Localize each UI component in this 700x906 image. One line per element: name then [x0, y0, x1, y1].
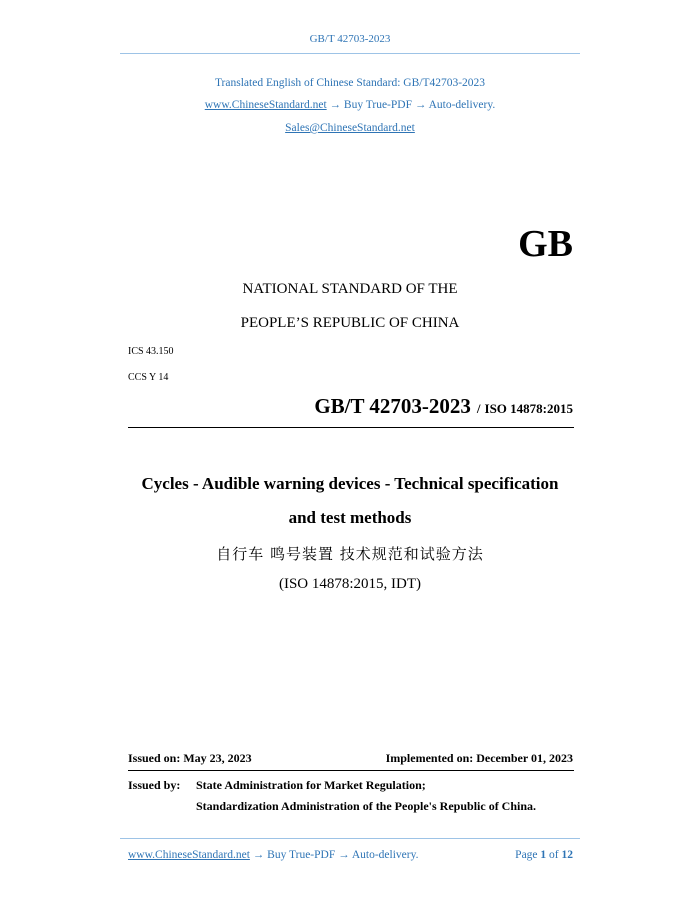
footer-buy-text: → Buy True-PDF → Auto-delivery.: [249, 849, 419, 861]
national-standard-line2: PEOPLE’S REPUBLIC OF CHINA: [240, 315, 460, 331]
document-title-line2: and test methods: [288, 508, 412, 527]
footer-purchase-line: [128, 849, 418, 861]
issuer-samr: State Administration for Market Regulation;: [196, 778, 426, 792]
iso-standard-code: ISO 14878:2015: [484, 401, 573, 416]
purchase-line: [0, 99, 700, 111]
standard-number: [314, 394, 573, 419]
gb-standard-code: GB/T 42703-2023: [314, 394, 471, 418]
title-divider: [128, 427, 574, 428]
email-link[interactable]: Sales@ChineseStandard.net: [285, 122, 415, 134]
website-link[interactable]: www.ChineseStandard.net: [204, 99, 327, 111]
issued-by-label: Issued by:: [128, 778, 181, 792]
ics-code: ICS 43.150: [128, 346, 174, 357]
code-separator: /: [476, 401, 481, 416]
implemented-on-date: Implemented on: December 01, 2023: [385, 751, 573, 765]
issuer-sac: Standardization Administration of the People's Republic of China.: [196, 799, 537, 813]
page-label: Page: [515, 849, 538, 861]
ccs-code: CCS Y 14: [128, 372, 169, 383]
footer-website-link[interactable]: www.ChineseStandard.net: [128, 849, 250, 861]
national-standard-line1: NATIONAL STANDARD OF THE: [242, 281, 458, 297]
page-number: [515, 849, 573, 861]
page-current: 1: [540, 849, 547, 861]
issued-on-date: Issued on: May 23, 2023: [128, 751, 252, 765]
issue-divider: [128, 770, 574, 771]
document-title-line1: Cycles - Audible warning devices - Technical specification: [141, 474, 559, 493]
running-header: GB/T 42703-2023: [309, 33, 391, 45]
email-line: [0, 122, 700, 134]
buy-text: → Buy True-PDF → Auto-delivery.: [326, 99, 496, 111]
gb-logo: GB: [518, 223, 573, 265]
footer-divider: [120, 838, 580, 839]
translation-note: Translated English of Chinese Standard: GB/T42703-2023: [214, 77, 486, 89]
page-of: of: [549, 849, 559, 861]
page-total: 12: [561, 849, 573, 861]
chinese-title: 自行车 鸣号装置 技术规范和试验方法: [216, 545, 484, 563]
header-divider: [120, 53, 580, 54]
adoption-note: (ISO 14878:2015, IDT): [278, 576, 422, 592]
